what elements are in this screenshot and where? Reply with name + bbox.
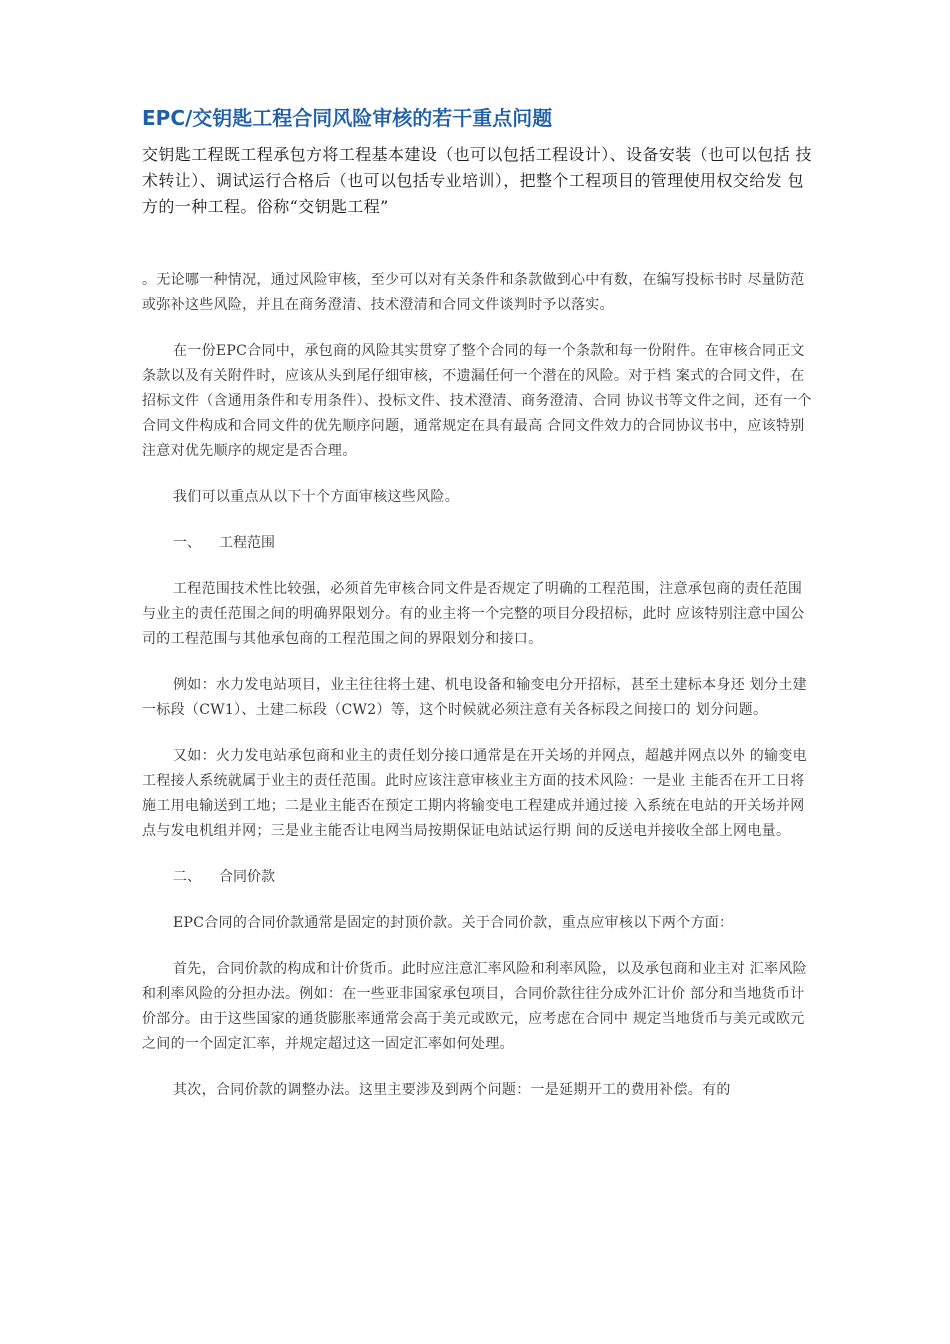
- section-number: 一、: [173, 535, 201, 551]
- spacer: [142, 220, 814, 268]
- paragraph-price-adjustment: 其次，合同价款的调整办法。这里主要涉及到两个问题：一是延期开工的费用补偿。有的: [173, 1082, 731, 1098]
- paragraph-epc-contract: 在一份EPC合同中，承包商的风险其实贯穿了整个合同的每一个条款和每一份附件。在审核合同正文条款以及有关附件时，应该从头到尾仔细审核，不遗漏任何一个潜在的风险。对于档 案式的合同文件，在招标文件（含通用条件和专用条件）、投标文件、技术澄清、商务澄清、合同 协议书等文件之间，还有一个合同文件构成和合同文件的优先顺序问题，通常规定在具有最高 合同文件效力的合同协议书中，应该特别注意对优先顺序的规定是否合理。: [142, 343, 812, 459]
- intro-paragraph: 交钥匙工程既工程承包方将工程基本建设（也可以包括工程设计）、设备安装（也可以包括 技术转让）、调试运行合格后（也可以包括专业培训），把整个工程项目的管理使用权交给发 包方的一种工程。俗称“交钥匙工程”: [142, 145, 812, 216]
- spacer: [142, 318, 814, 339]
- spacer: [142, 723, 814, 744]
- section-label: 工程范围: [219, 535, 275, 551]
- paragraph-risk-review: 。无论哪一种情况，通过风险审核，至少可以对有关条件和条款做到心中有数，在编写投标书时 尽量防范或弥补这些风险，并且在商务澄清、技术澄清和合同文件谈判时予以落实。: [142, 272, 805, 313]
- section-number: 二、: [173, 869, 201, 885]
- paragraph-price-intro: EPC合同的合同价款通常是固定的封顶价款。关于合同价款，重点应审核以下两个方面：: [173, 915, 734, 931]
- paragraph-scope: 工程范围技术性比较强，必须首先审核合同文件是否规定了明确的工程范围，注意承包商的责任范围与业主的责任范围之间的明确界限划分。有的业主将一个完整的项目分段招标，此时 应该特别注意中国公司的工程范围与其他承包商的工程范围之间的界限划分和接口。: [142, 581, 805, 647]
- document-page: [142, 104, 814, 1103]
- paragraph-price-currency: 首先，合同价款的构成和计价货币。此时应注意汇率风险和利率风险，以及承包商和业主对 汇率风险和利率风险的分担办法。例如：在一些亚非国家承包项目，合同价款往往分成外汇计价 部分和当地货币计价部分。由于这些国家的通货膨胀率通常会高于美元或欧元，应考虑在合同中 规定当地货币与美元或欧元之间的一个固定汇率，并规定超过这一固定汇率如何处理。: [142, 961, 807, 1052]
- spacer: [142, 1057, 814, 1078]
- spacer: [142, 844, 814, 865]
- spacer: [142, 652, 814, 673]
- spacer: [142, 556, 814, 577]
- section-label: 合同价款: [219, 869, 275, 885]
- spacer: [142, 936, 814, 957]
- paragraph-hydro-example: 例如：水力发电站项目，业主往往将土建、机电设备和输变电分开招标，甚至土建标本身还 划分土建一标段（CW1）、土建二标段（CW2）等，这个时候就必须注意有关各标段之间接口的 划分问题。: [142, 677, 807, 718]
- spacer: [142, 464, 814, 485]
- section-heading-price: [142, 865, 814, 890]
- document-title: EPC/交钥匙工程合同风险审核的若干重点问题: [142, 106, 553, 130]
- paragraph-thermal-example: 又如：火力发电站承包商和业主的责任划分接口通常是在开关场的并网点，超越并网点以外 的输变电工程接人系统就属于业主的责任范围。此时应该注意审核业主方面的技术风险：一是业 主能否在开工日将施工用电输送到工地；二是业主能否在预定工期内将输变电工程建成并通过接 入系统在电站的开关场并网点与发电机组并网；三是业主能否让电网当局按期保证电站试运行期 间的反送电并接收全部上网电量。: [142, 748, 807, 839]
- paragraph-ten-aspects: 我们可以重点从以下十个方面审核这些风险。: [173, 489, 459, 505]
- spacer: [142, 890, 814, 911]
- spacer: [142, 510, 814, 531]
- section-heading-scope: [142, 531, 814, 556]
